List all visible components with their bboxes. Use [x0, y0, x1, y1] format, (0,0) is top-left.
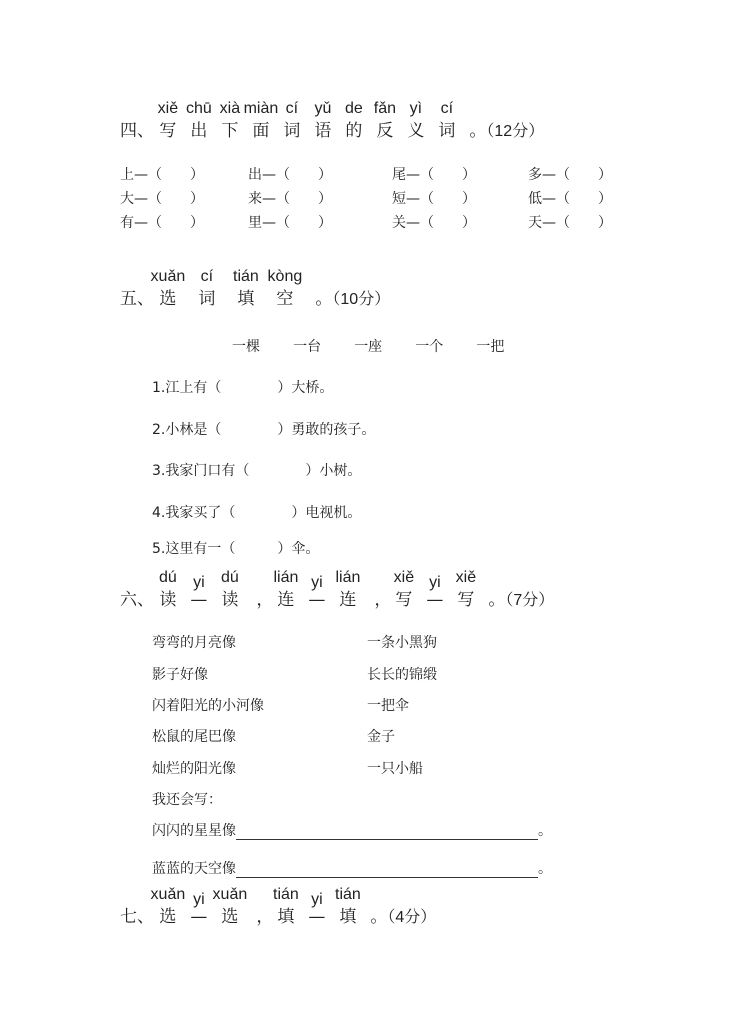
pinyin: kòng: [267, 268, 303, 285]
pinyin-word: [221, 569, 239, 610]
antonym-cell[interactable]: 上—（ ）: [120, 167, 204, 183]
pinyin: lián: [273, 569, 299, 586]
match-right-item[interactable]: 金子: [367, 729, 395, 745]
pinyin: xià: [219, 100, 241, 117]
section-number: 五、: [120, 289, 154, 309]
match-left-item[interactable]: 影子好像: [152, 667, 208, 683]
pinyin: dú: [221, 569, 239, 586]
hanzi: —: [190, 907, 208, 927]
pinyin-word: [212, 886, 248, 927]
section-4-score: （12分）: [486, 123, 545, 140]
pinyin: yi: [429, 574, 441, 591]
antonym-cell[interactable]: 关—（ ）: [392, 215, 476, 231]
pinyin: yi: [193, 574, 205, 591]
pinyin: xiě: [157, 100, 179, 117]
word-bank-item: 一台: [293, 339, 322, 355]
match-right-item[interactable]: 一只小船: [367, 761, 423, 777]
match-right-item[interactable]: 长长的锦缎: [367, 667, 437, 683]
section-7-score: （4分）: [387, 909, 437, 926]
hanzi: —: [308, 590, 326, 610]
pinyin-word: [314, 100, 332, 141]
antonym-cell[interactable]: 有—（ ）: [120, 215, 204, 231]
hanzi: 连: [277, 590, 295, 610]
pinyin: fǎn: [373, 100, 397, 117]
section-6-heading: [120, 569, 555, 610]
pinyin-word: [150, 886, 186, 927]
hanzi: 词: [438, 121, 456, 141]
pinyin: cí: [285, 100, 299, 117]
hanzi: 词: [283, 121, 301, 141]
pinyin-word: [190, 891, 208, 927]
hanzi: 填: [277, 907, 295, 927]
match-right-item[interactable]: 一条小黑狗: [367, 635, 437, 651]
match-left-item[interactable]: 闪着阳光的小河像: [152, 698, 264, 714]
pinyin-word: [407, 100, 425, 141]
pinyin-word: [438, 100, 456, 141]
pinyin: lián: [335, 569, 361, 586]
section-number: 六、: [120, 590, 154, 610]
question-3[interactable]: 3.我家门口有（ ）小树。: [152, 463, 362, 479]
pinyin-word: [219, 100, 241, 141]
antonym-cell[interactable]: 出—（ ）: [248, 167, 332, 183]
pinyin: tián: [233, 268, 259, 285]
antonym-cell[interactable]: 里—（ ）: [248, 215, 332, 231]
hanzi: —: [308, 907, 326, 927]
antonym-cell[interactable]: 多—（ ）: [528, 167, 612, 183]
pinyin: yǔ: [314, 100, 332, 117]
pinyin-word: [267, 268, 303, 309]
pinyin: de: [345, 100, 363, 117]
title-period: 。: [315, 289, 333, 309]
answer-line[interactable]: [236, 863, 538, 878]
title-separator: ，: [374, 590, 392, 610]
hanzi: 读: [221, 590, 239, 610]
title-period: 。: [488, 590, 506, 610]
hanzi: 写: [395, 590, 413, 610]
pinyin: cí: [200, 268, 214, 285]
word-bank-item: 一把: [476, 339, 505, 355]
pinyin: yi: [311, 574, 323, 591]
section-6-score: （7分）: [505, 592, 555, 609]
pinyin-word: [335, 569, 361, 610]
hanzi: 选: [159, 907, 177, 927]
title-separator: ，: [256, 590, 274, 610]
hanzi: 出: [190, 121, 208, 141]
pinyin-word: [273, 886, 299, 927]
title-period: 。: [469, 121, 487, 141]
section-5-heading: [120, 268, 391, 309]
pinyin-word: [345, 100, 363, 141]
question-5[interactable]: 5.这里有一（ ）伞。: [152, 541, 320, 557]
section-number: 七、: [120, 907, 154, 927]
hanzi: 义: [407, 121, 425, 141]
answer-line[interactable]: [236, 825, 538, 840]
hanzi: —: [426, 590, 444, 610]
pinyin-word: [273, 569, 299, 610]
pinyin-word: [233, 268, 259, 309]
pinyin: cí: [440, 100, 454, 117]
match-left-item[interactable]: 松鼠的尾巴像: [152, 729, 236, 745]
pinyin: tián: [273, 886, 299, 903]
section-7-heading: [120, 886, 437, 927]
hanzi: 选: [159, 289, 177, 309]
pinyin-word: [190, 574, 208, 610]
pinyin: xuǎn: [212, 886, 248, 903]
section-7-title: [150, 886, 370, 927]
match-left-item[interactable]: 灿烂的阳光像: [152, 761, 236, 777]
hanzi: 写: [457, 590, 475, 610]
hanzi: 语: [314, 121, 332, 141]
hanzi: 填: [237, 289, 255, 309]
word-bank-item: 一个: [415, 339, 444, 355]
hanzi: 选: [221, 907, 239, 927]
section-6-title: [159, 569, 488, 610]
pinyin-word: [373, 100, 397, 141]
word-bank-item: 一座: [354, 339, 383, 355]
pinyin-word: [308, 574, 326, 610]
pinyin-word: [283, 100, 301, 141]
pinyin-word: [393, 569, 415, 610]
hanzi: 反: [376, 121, 394, 141]
section-4-heading: [120, 100, 545, 141]
antonym-cell[interactable]: 大—（ ）: [120, 191, 204, 207]
section-number: 四、: [120, 121, 154, 141]
pinyin: tián: [335, 886, 361, 903]
pinyin-word: [157, 100, 179, 141]
pinyin-word: [308, 891, 326, 927]
pinyin-word: [335, 886, 361, 927]
also-write-label: 我还会写：: [152, 792, 222, 808]
hanzi: 读: [159, 590, 177, 610]
fill-period: 。: [538, 823, 552, 839]
antonym-cell[interactable]: 尾—（ ）: [392, 167, 476, 183]
hanzi: —: [190, 590, 208, 610]
question-1[interactable]: 1.江上有（ ）大桥。: [152, 380, 334, 396]
hanzi: 下: [221, 121, 239, 141]
pinyin: xuǎn: [150, 268, 186, 285]
pinyin: xiě: [455, 569, 477, 586]
pinyin-word: [186, 100, 212, 141]
match-left-item[interactable]: 弯弯的月亮像: [152, 635, 236, 651]
question-2[interactable]: 2.小林是（ ）勇敢的孩子。: [152, 422, 376, 438]
pinyin-word: [159, 569, 177, 610]
fill-line-1[interactable]: [152, 820, 552, 840]
question-4[interactable]: 4.我家买了（ ）电视机。: [152, 505, 362, 521]
hanzi: 空: [276, 289, 294, 309]
fill-period: 。: [538, 861, 552, 877]
word-bank: [232, 336, 532, 356]
pinyin: yì: [409, 100, 423, 117]
antonym-cell[interactable]: 低—（ ）: [528, 191, 612, 207]
fill-prompt: 蓝蓝的天空像: [152, 861, 236, 877]
pinyin-word: [426, 574, 444, 610]
pinyin: dú: [159, 569, 177, 586]
hanzi: 的: [345, 121, 363, 141]
fill-prompt: 闪闪的星星像: [152, 823, 236, 839]
pinyin-word: [150, 268, 186, 309]
hanzi: 填: [339, 907, 357, 927]
word-bank-item: 一棵: [232, 339, 260, 355]
match-right-item[interactable]: 一把伞: [367, 698, 409, 714]
pinyin: xuǎn: [150, 886, 186, 903]
pinyin: yi: [193, 891, 205, 908]
pinyin: chū: [186, 100, 212, 117]
antonym-cell[interactable]: 短—（ ）: [392, 191, 476, 207]
pinyin-word: [198, 268, 216, 309]
pinyin: miàn: [243, 100, 279, 117]
pinyin: yi: [311, 891, 323, 908]
pinyin-word: [243, 100, 279, 141]
pinyin: xiě: [393, 569, 415, 586]
hanzi: 连: [339, 590, 357, 610]
hanzi: 面: [252, 121, 270, 141]
section-5-title: [150, 268, 315, 309]
section-4-title: [157, 100, 469, 141]
title-separator: ，: [256, 907, 274, 927]
title-period: 。: [370, 907, 388, 927]
hanzi: 写: [159, 121, 177, 141]
antonym-cell[interactable]: 天—（ ）: [528, 215, 612, 231]
antonym-cell[interactable]: 来—（ ）: [248, 191, 332, 207]
section-5-score: （10分）: [332, 291, 391, 308]
pinyin-word: [455, 569, 477, 610]
hanzi: 词: [198, 289, 216, 309]
fill-line-2[interactable]: [152, 858, 552, 878]
